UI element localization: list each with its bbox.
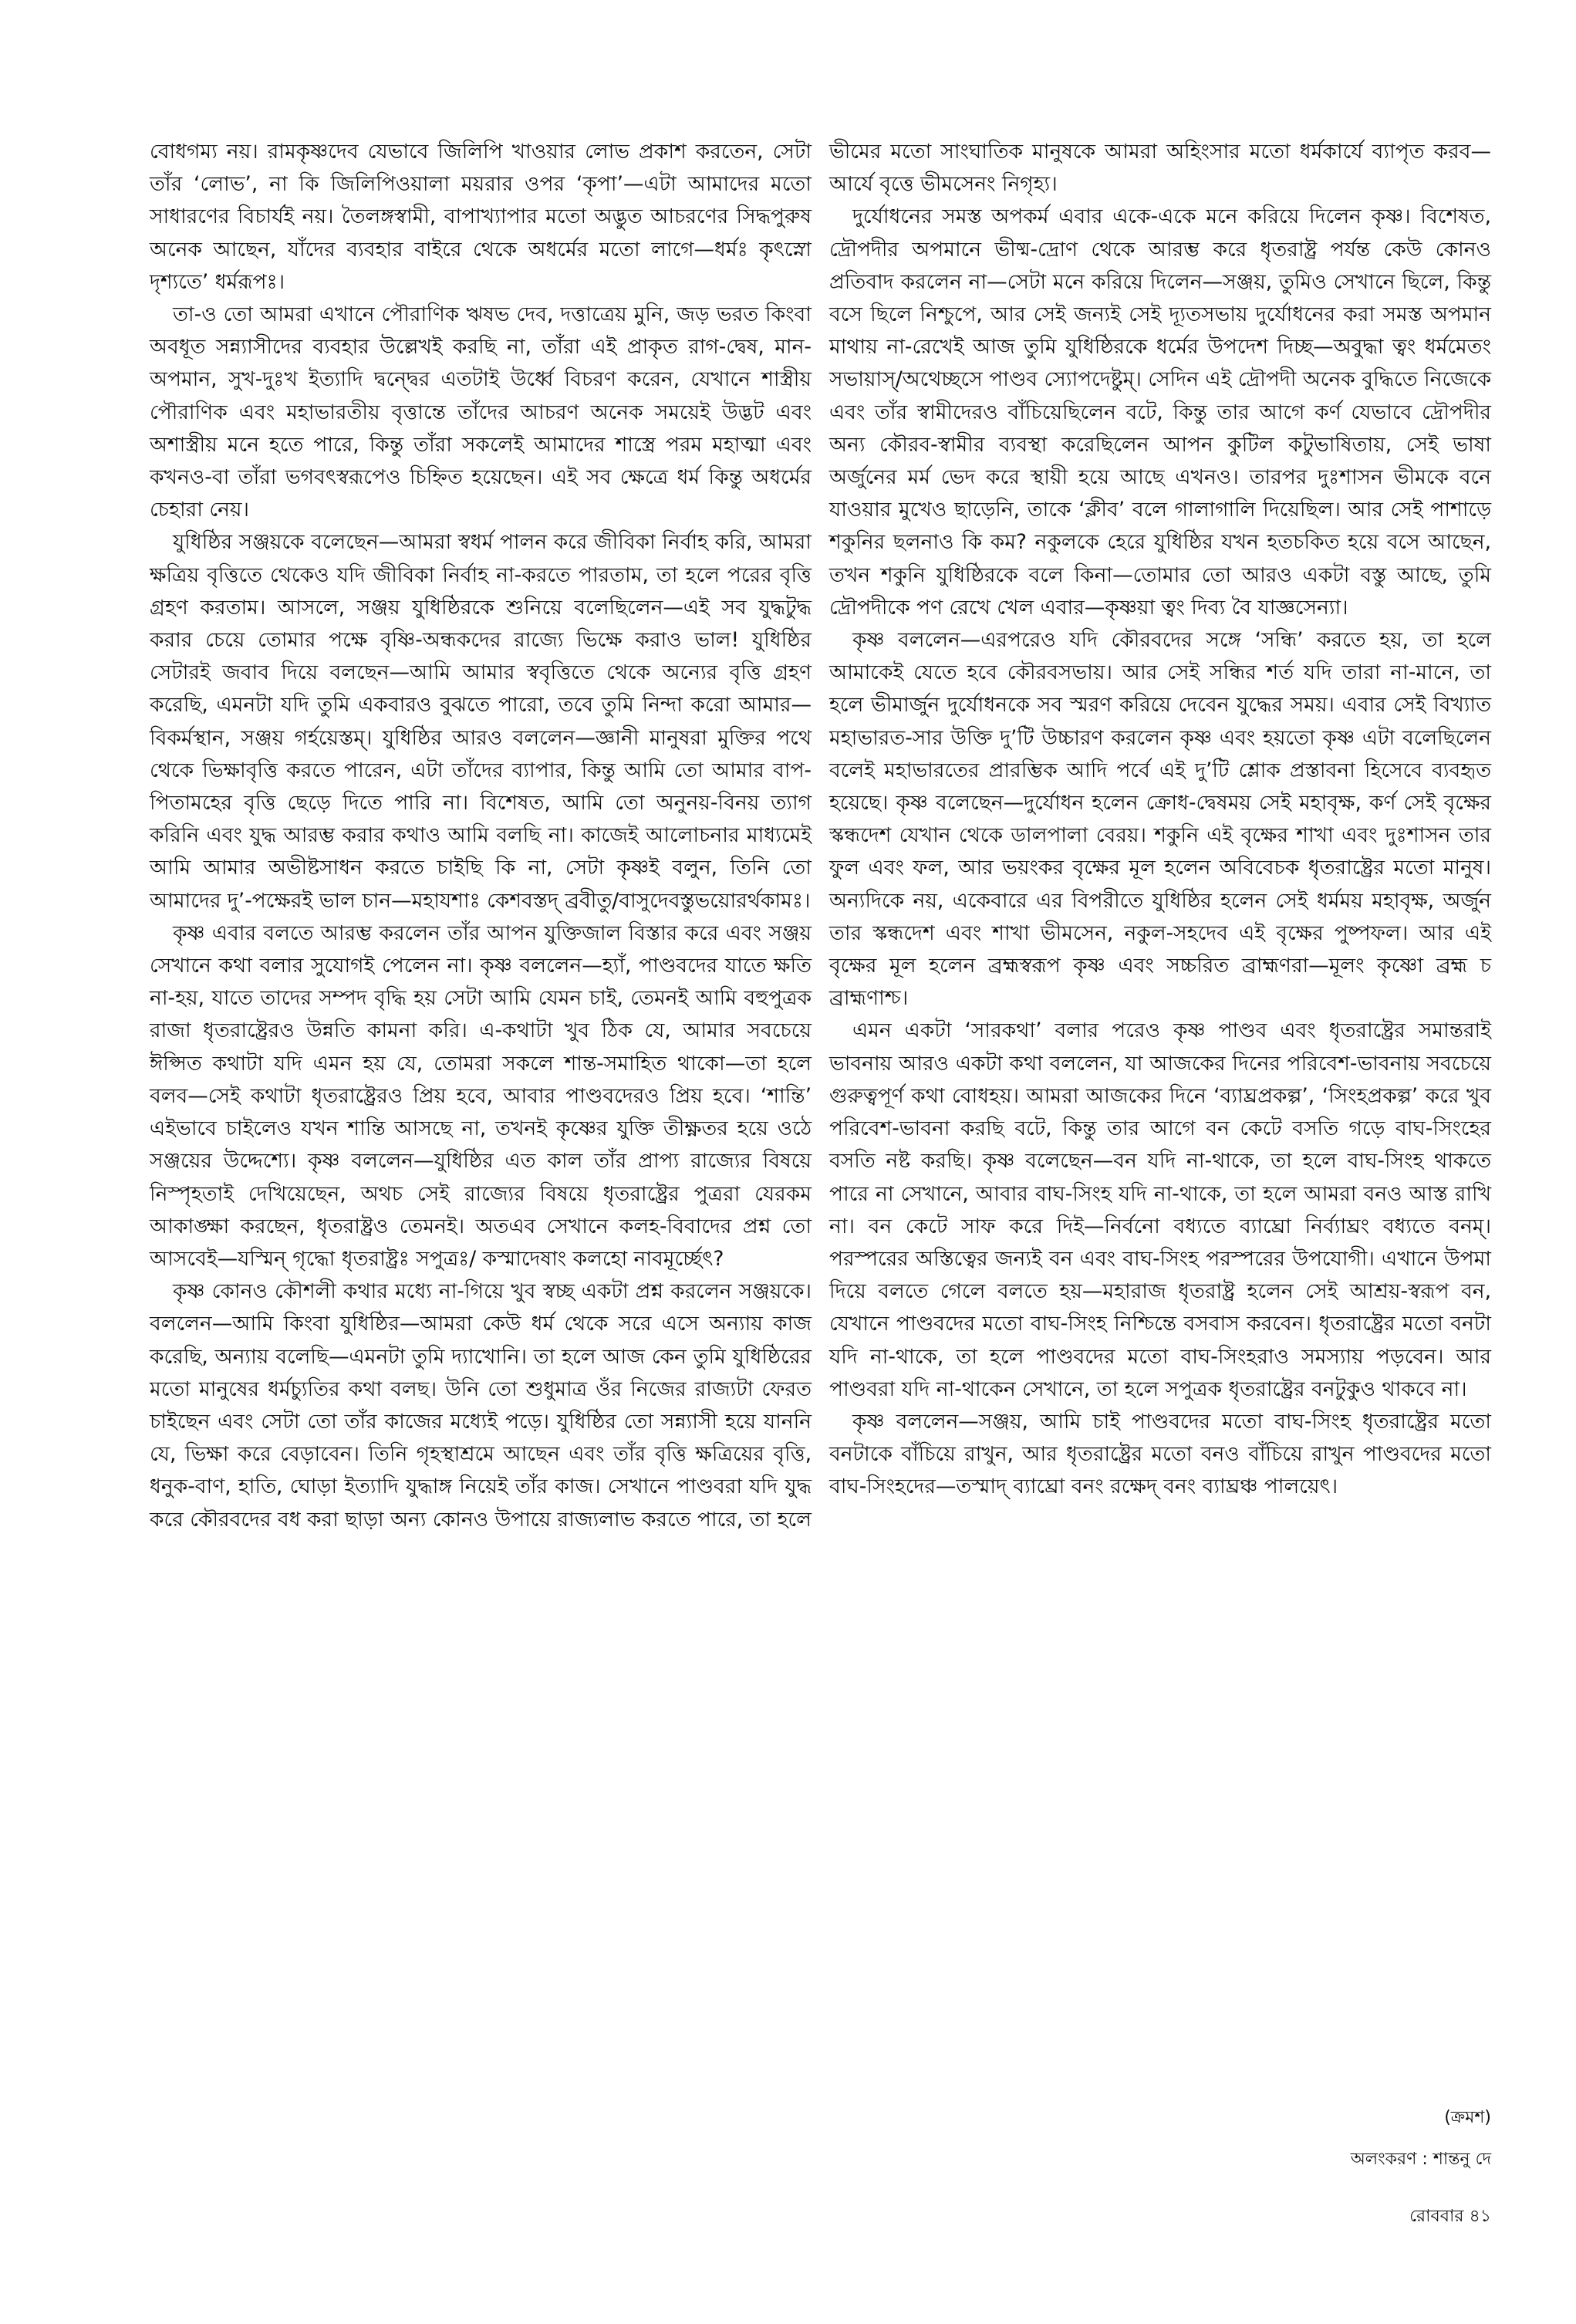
paragraph: কৃষ্ণ এবার বলতে আরম্ভ করলেন তাঁর আপন যুক্তিজাল বিস্তার করে এবং সঞ্জয় সেখানে কথা বলার সুযোগই পেলেন না। কৃষ্ণ বললেন—হ্যাঁ, পাণ্ডবদের যাতে ক্ষতি না-হয়, যাতে তাদের সম্পদ বৃদ্ধি হয় সেটা আমি যেমন চাই, তেমনই আমি বহুপুত্রক রাজা ধৃতরাষ্ট্রেরও উন্নতি কামনা করি। এ-কথাটা খুব ঠিক যে, আমার সবচেয়ে ঈপ্সিত কথাটা যদি এমন হয় যে, তোমরা সকলে শান্ত-সমাহিত থাকো—তা হলে বলব—সেই কথাটা ধৃতরাষ্ট্রেরও প্রিয় হবে, আবার পাণ্ডবদেরও প্রিয় হবে। ‘শান্তি’ এইভাবে চাইলেও যখন শান্তি আসছে না, তখনই কৃষ্ণের যুক্তি তীক্ষ্ণতর হয়ে ওঠে সঞ্জয়ের উদ্দেশ্যে। কৃষ্ণ বললেন—যুধিষ্ঠির এত কাল তাঁর প্রাপ্য রাজ্যের বিষয়ে নিস্পৃহতাই দেখিয়েছেন, অথচ সেই রাজ্যের বিষয়ে ধৃতরাষ্ট্রের পুত্ররা যেরকম আকাঙ্ক্ষা করছেন, ধৃতরাষ্ট্রও তেমনই। অতএব সেখানে কলহ-বিবাদের প্রশ্ন তো আসবেই—যস্মিন্ গৃদ্ধো ধৃতরাষ্ট্রঃ সপুত্রঃ/ কস্মাদেষাং কলহো নাবমূর্চ্ছেৎ? (150, 920, 812, 1271)
left-column (150, 136, 812, 1536)
right-column (829, 136, 1491, 1504)
paragraph: বোধগম্য নয়। রামকৃষ্ণদেব যেভাবে জিলিপি খাওয়ার লোভ প্রকাশ করতেন, সেটা তাঁর ‘লোভ’, না কি জিলিপিওয়ালা ময়রার ওপর ‘কৃপা’—এটা আমাদের মতো সাধারণের বিচার্যই নয়। তৈলঙ্গস্বামী, বাপাখ্যাপার মতো অদ্ভুত আচরণের সিদ্ধপুরুষ অনেক আছেন, যাঁদের ব্যবহার বাইরে থেকে অধর্মের মতো লাগে—ধর্মঃ কৃৎস্নো দৃশ্যতে’ ধর্মরূপঃ। (150, 140, 812, 294)
paragraph: কৃষ্ণ কোনও কৌশলী কথার মধ্যে না-গিয়ে খুব স্বচ্ছ একটা প্রশ্ন করলেন সঞ্জয়কে। বললেন—আমি কিংবা যুধিষ্ঠির—আমরা কেউ ধর্ম থেকে সরে এসে অন্যায় কাজ করেছি, অন্যায় বলেছি—এমনটা তুমি দ্যাখোনি। তা হলে আজ কেন তুমি যুধিষ্ঠিরের মতো মানুষের ধর্মচ্যুতির কথা বলছ। উনি তো শুধুমাত্র ওঁর নিজের রাজ্যটা ফেরত চাইছেন এবং সেটা তো তাঁর কাজের মধ্যেই পড়ে। যুধিষ্ঠির তো সন্ন্যাসী হয়ে যাননি যে, ভিক্ষা করে বেড়াবেন। তিনি গৃহস্থাশ্রমে আছেন এবং তাঁর বৃত্তি ক্ষত্রিয়ের বৃত্তি, ধনুক-বাণ, হাতি, ঘোড়া ইত্যাদি যুদ্ধাঙ্গ নিয়েই তাঁর কাজ। সেখানে পাণ্ডবরা যদি যুদ্ধ করে কৌরবদের বধ করা ছাড়া অন্য কোনও উপায়ে রাজ্যলাভ করতে পারে, তা হলে (150, 1279, 812, 1532)
paragraph: কৃষ্ণ বললেন—সঞ্জয়, আমি চাই পাণ্ডবদের মতো বাঘ-সিংহ ধৃতরাষ্ট্রের মতো বনটাকে বাঁচিয়ে রাখুন, আর ধৃতরাষ্ট্রের মতো বনও বাঁচিয়ে রাখুন পাণ্ডবদের মতো বাঘ-সিংহদের—তস্মাদ্ ব্যাঘ্রো বনং রক্ষেদ্ বনং ব্যাঘ্রঞ্চ পালয়েৎ। (829, 1409, 1491, 1499)
paragraph: দুর্যোধনের সমস্ত অপকর্ম এবার একে-একে মনে করিয়ে দিলেন কৃষ্ণ। বিশেষত, দ্রৌপদীর অপমানে ভীষ্ম-দ্রোণ থেকে আরম্ভ করে ধৃতরাষ্ট্র পর্যন্ত কেউ কোনও প্রতিবাদ করলেন না—সেটা মনে করিয়ে দিলেন—সঞ্জয়, তুমিও সেখানে ছিলে, কিন্তু বসে ছিলে নিশ্চুপে, আর সেই জন্যই সেই দ্যূতসভায় দুর্যোধনের করা সমস্ত অপমান মাথায় না-রেখেই আজ তুমি যুধিষ্ঠিরকে ধর্মের উপদেশ দিচ্ছ—অবুদ্ধা ত্বং ধর্মমেতং সভায়াস্/অথেচ্ছসে পাণ্ডব স্যোপদেষ্টুম্। সেদিন এই দ্রৌপদী অনেক বুদ্ধিতে নিজেকে এবং তাঁর স্বামীদেরও বাঁচিয়েছিলেন বটে, কিন্তু তার আগে কর্ণ যেভাবে দ্রৌপদীর অন্য কৌরব-স্বামীর ব্যবস্থা করেছিলেন আপন কুটিল কটুভাষিতায়, সেই ভাষা অর্জুনের মর্ম ভেদ করে স্থায়ী হয়ে আছে এখনও। তারপর দুঃশাসন ভীমকে বনে যাওয়ার মুখেও ছাড়েনি, তাকে ‘ক্লীব’ বলে গালাগালি দিয়েছিল। আর সেই পাশাড়ে শকুনির ছলনাও কি কম? নকুলকে হেরে যুধিষ্ঠির যখন হতচকিত হয়ে বসে আছেন, তখন শকুনি যুধিষ্ঠিরকে বলে কিনা—তোমার তো আরও একটা বস্তু আছে, তুমি দ্রৌপদীকে পণ রেখে খেল এবার—কৃষ্ণয়া ত্বং দিব্য বৈ যাজ্ঞসেন্যা। (829, 204, 1491, 620)
illustration-credit: অলংকরণ : শান্তনু দে (1350, 2150, 1491, 2169)
paragraph: ভীমের মতো সাংঘাতিক মানুষকে আমরা অহিংসার মতো ধর্মকার্যে ব্যাপৃত করব—আর্যে বৃত্তে ভীমসেনং নিগৃহ্য। (829, 140, 1491, 197)
page-footer: রোববার ৪১ (1409, 2207, 1491, 2226)
paragraph: এমন একটা ‘সারকথা’ বলার পরেও কৃষ্ণ পাণ্ডব এবং ধৃতরাষ্ট্রের সমান্তরাই ভাবনায় আরও একটা কথা বললেন, যা আজকের দিনের পরিবেশ-ভাবনায় সবচেয়ে গুরুত্বপূর্ণ কথা বোধহয়। আমরা আজকের দিনে ‘ব্যাঘ্রপ্রকল্প’, ‘সিংহপ্রকল্প’ করে খুব পরিবেশ-ভাবনা করছি বটে, কিন্তু তার আগে বন কেটে বসতি গড়ে বাঘ-সিংহের বসতি নষ্ট করছি। কৃষ্ণ বলেছেন—বন যদি না-থাকে, তা হলে বাঘ-সিংহ থাকতে পারে না সেখানে, আবার বাঘ-সিংহ যদি না-থাকে, তা হলে আমরা বনও আস্ত রাখি না। বন কেটে সাফ করে দিই—নির্বনো বধ্যতে ব্যাঘ্রো নির্ব্যাঘ্রং বধ্যতে বনম্। পরস্পরের অস্তিত্বের জন্যই বন এবং বাঘ-সিংহ পরস্পরের উপযোগী। এখানে উপমা দিয়ে বলতে গেলে বলতে হয়—মহারাজ ধৃতরাষ্ট্র হলেন সেই আশ্রয়-স্বরূপ বন, যেখানে পাণ্ডবদের মতো বাঘ-সিংহ নিশ্চিন্তে বসবাস করবেন। ধৃতরাষ্ট্রের মতো বনটা যদি না-থাকে, তা হলে পাণ্ডবদের মতো বাঘ-সিংহরাও সমস্যায় পড়বেন। আর পাণ্ডবরা যদি না-থাকেন সেখানে, তা হলে সপুত্রক ধৃতরাষ্ট্রের বনটুকুও থাকবে না। (829, 1018, 1491, 1401)
continued-note: (ক্রমশ) (1444, 2108, 1491, 2127)
paragraph: তা-ও তো আমরা এখানে পৌরাণিক ঋষভ দেব, দত্তাত্রেয় মুনি, জড় ভরত কিংবা অবধূত সন্ন্যাসীদের ব্যবহার উল্লেখই করছি না, তাঁরা এই প্রাকৃত রাগ-দ্বেষ, মান-অপমান, সুখ-দুঃখ ইত্যাদি দ্বন্দ্বের এতটাই উর্ধ্বে বিচরণ করেন, যেখানে শাস্ত্রীয় পৌরাণিক এবং মহাভারতীয় বৃত্তান্তে তাঁদের আচরণ অনেক সময়েই উদ্ভট এবং অশাস্ত্রীয় মনে হতে পারে, কিন্তু তাঁরা সকলেই আমাদের শাস্ত্রে পরম মহাত্মা এবং কখনও-বা তাঁরা ভগবৎস্বরূপেও চিহ্নিত হয়েছেন। এই সব ক্ষেত্রে ধর্ম কিন্তু অধর্মের চেহারা নেয়। (150, 302, 812, 522)
paragraph: কৃষ্ণ বললেন—এরপরেও যদি কৌরবদের সঙ্গে ‘সন্ধি’ করতে হয়, তা হলে আমাকেই যেতে হবে কৌরবসভায়। আর সেই সন্ধির শর্ত যদি তারা না-মানে, তা হলে ভীমার্জুন দুর্যোধনকে সব স্মরণ করিয়ে দেবেন যুদ্ধের সময়। এবার সেই বিখ্যাত মহাভারত-সার উক্তি দু’টি উচ্চারণ করলেন কৃষ্ণ এবং হয়তো কৃষ্ণ এটা বলেছিলেন বলেই মহাভারতের প্রারম্ভিক আদি পর্বে এই দু’টি শ্লোক প্রস্তাবনা হিসেবে ব্যবহৃত হয়েছে। কৃষ্ণ বলেছেন—দুর্যোধন হলেন ক্রোধ-দ্বেষময় সেই মহাবৃক্ষ, কর্ণ সেই বৃক্ষের স্কন্ধদেশ যেখান থেকে ডালপালা বেরয়। শকুনি এই বৃক্ষের শাখা এবং দুঃশাসন তার ফুল এবং ফল, আর ভয়ংকর বৃক্ষের মূল হলেন অবিবেচক ধৃতরাষ্ট্রের মতো মানুষ। অন্যদিকে নয়, একেবারে এর বিপরীতে যুধিষ্ঠির হলেন সেই ধর্মময় মহাবৃক্ষ, অর্জুন তার স্কন্ধদেশ এবং শাখা ভীমসেন, নকুল-সহদেব এই বৃক্ষের পুষ্পফল। আর এই বৃক্ষের মূল হলেন ব্রহ্মস্বরূপ কৃষ্ণ এবং সচ্চরিত ব্রাহ্মণরা—মূলং কৃষ্ণো ব্রহ্ম চ ব্রাহ্মণাশ্চ। (829, 628, 1491, 1011)
paragraph: যুধিষ্ঠির সঞ্জয়কে বলেছেন—আমরা স্বধর্ম পালন করে জীবিকা নির্বাহ করি, আমরা ক্ষত্রিয় বৃত্তিতে থেকেও যদি জীবিকা নির্বাহ না-করতে পারতাম, তা হলে পরের বৃত্তি গ্রহণ করতাম। আসলে, সঞ্জয় যুধিষ্ঠিরকে শুনিয়ে বলেছিলেন—এই সব যুদ্ধটুদ্ধ করার চেয়ে তোমার পক্ষে বৃষ্ণি-অন্ধকদের রাজ্যে ভিক্ষে করাও ভাল! যুধিষ্ঠির সেটারই জবাব দিয়ে বলছেন—আমি আমার স্ববৃত্তিতে থেকে অন্যের বৃত্তি গ্রহণ করেছি, এমনটা যদি তুমি একবারও বুঝতে পারো, তবে তুমি নিন্দা করো আমার—বিকর্মস্থান, সঞ্জয় গর্হয়েস্তম্। যুধিষ্ঠির আরও বললেন—জ্ঞানী মানুষরা মুক্তির পথে থেকে ভিক্ষাবৃত্তি করতে পারেন, এটা তাঁদের ব্যাপার, কিন্তু আমি তো আমার বাপ-পিতামহের বৃত্তি ছেড়ে দিতে পারি না। বিশেষত, আমি তো অনুনয়-বিনয় ত্যাগ করিনি এবং যুদ্ধ আরম্ভ করার কথাও আমি বলছি না। কাজেই আলোচনার মাধ্যমেই আমি আমার অভীষ্টসাধন করতে চাইছি কি না, সেটা কৃষ্ণই বলুন, তিনি তো আমাদের দু’-পক্ষেরই ভাল চান—মহাযশাঃ কেশবস্তদ্ ব্রবীতু/বাসুদেবস্তুভয়োরর্থকামঃ। (150, 530, 812, 913)
